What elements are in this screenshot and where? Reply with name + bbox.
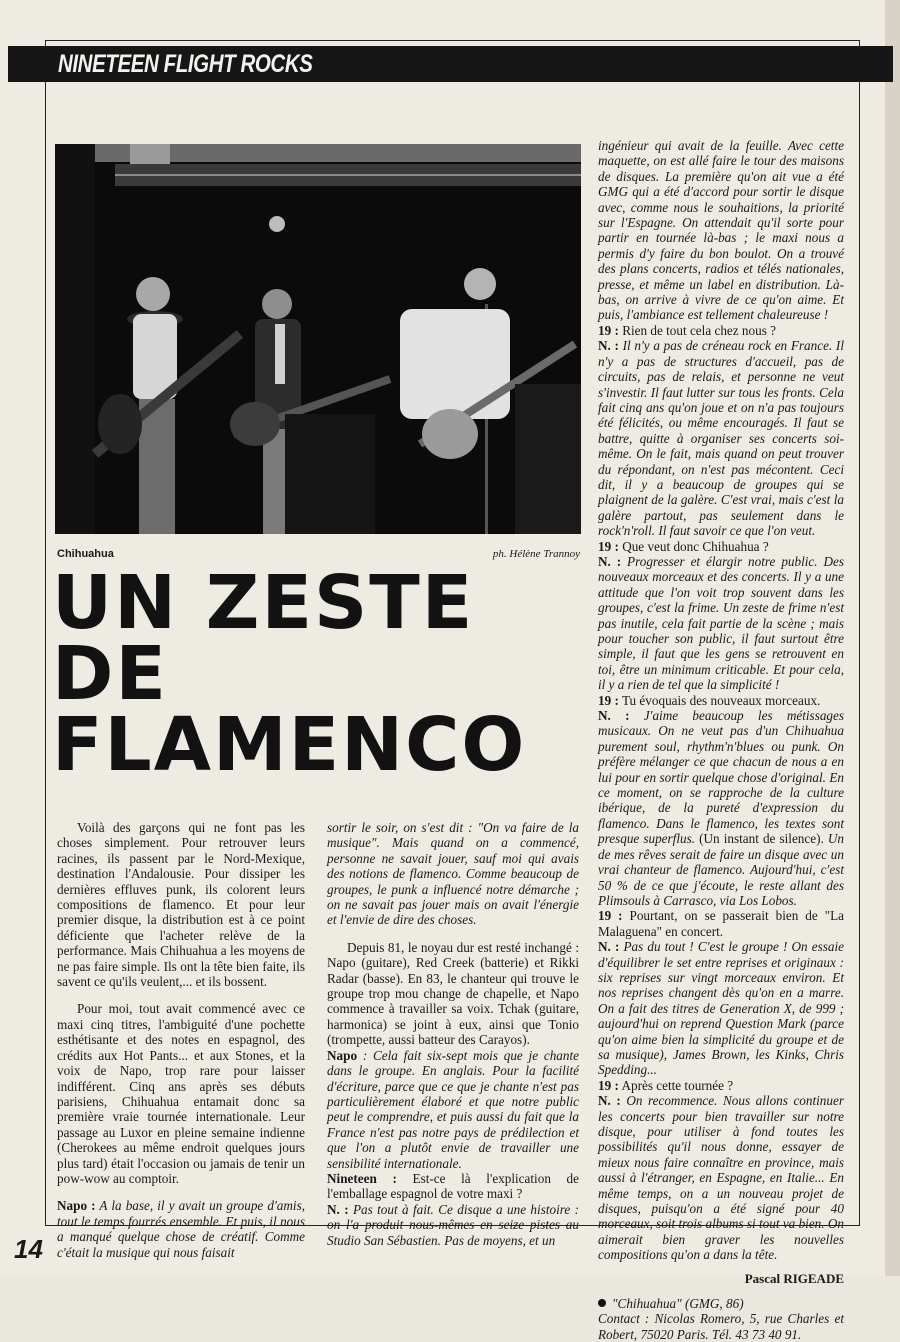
interview-answer: Il n'y a pas de créneau rock en France. Il n'y a pas de structures d'accueil, pas de circuits, pas de relais, et personne ne veut s'investir. Il faut lutter sur tous les fronts. Cela fait cinq ans qu'on joue et on n'a pas toujours été félicités, ou même encouragés. Il faut se battre, quitte à organiser ses concerts soi-même. On le fait, mais quand on peut trouver du répondant, on n'est pas mécontent. Ceci dit, il y a beaucoup de groupes qui se plaignent de la galère. C'est vrai, mais c'est la galère partout, pas seulement dans le rock'n'roll. Il faut savoir ce que l'on veut. [598,338,844,539]
interview-answer: Un de mes rêves serait de faire un disque avec un vrai chanteur de flamenco. Aujourd'hui, c'est 50 % de ce que j'écoute, le reste allant des Plimsouls à Carrasco, via Los Lobos. [598,831,845,908]
interview-answer: Pas tout à fait. Ce disque a une histoire : on l'a produit nous-mêmes en seize pistes au Studio San Sébastien. Pas de moyens, et un [327,1201,580,1248]
interview-question [598,693,844,708]
speaker-label: N. : [598,1093,621,1109]
speaker-label: 19 : [598,692,619,708]
body-paragraph: Pour moi, tout avait commencé avec ce maxi cinq titres, l'ambiguité d'une pochette esthétisante et des notes en espagnol, des crédits aux Hot Pants... et aux Stones, et la voix de Napo, trop rare pour laisser indifférent. Cinq ans après ses débuts parisiens, Chihuahua entamait donc sa première vraie tournée internationale. Leur passage au Luxor en pleine semaine indienne (Cherokees au même endroit quelques jours plus tard) était l'occasion ou jamais de tenir un pow-wow au comptoir. [57,1001,305,1186]
question-text: Tu évoquais des nouveaux morceaux. [618,692,821,708]
interview-paragraph [598,939,844,1078]
speaker-label: 19 : [598,322,619,338]
speaker-label: Nineteen : [327,1170,397,1186]
headline-line-3: FLAMENCO [52,702,527,788]
text-column-1 [57,820,305,1260]
interview-paragraph [327,1202,579,1248]
author-signature: Pascal RIGEADE [744,1270,844,1286]
page-number: 14 [14,1234,43,1264]
speaker-label: 19 : [598,908,623,924]
intro-paragraph: Voilà des garçons qui ne font pas les choses simplement. Pour retrouver leurs racines, ils passent par le Nord-Mexique, destination l'Andalousie. Pour dissiper les dernières effluves punk, ils colorent leurs compositions de flamenco. Et pour leur premier disque, la distribution est à ce point déficiente que l'acheter relève de la performance. Mais Chihuahua a les moyens de ne pas faire simple. Ils ont la tête bien faite, ils savent ce qu'ils veulent,... et ils bossent. [57,820,305,990]
speaker-label: Napo : [57,1198,96,1214]
photo-credit: ph. Hélène Trannoy [492,548,580,560]
question-text: Que veut donc Chihuahua ? [618,538,769,554]
band-photo-illustration [55,144,581,534]
photo-caption: Chihuahua [57,548,114,560]
text-column-3 [598,138,844,1342]
interview-answer: ingénieur qui avait de la feuille. Avec cette maquette, on est allé faire le tour des maisons de disques. La première qu'on ait vue a été GMG qui a été d'accord pour sortir le disque avec, comme nous le souhaitions, la priorité sur l'Espagne. On attendait qu'il sorte pour partir en tournée là-bas ; le maxi nous a permis d'y faire du bon boulot. On a trouvé des plans concerts, radios et télés nationales, presse, et même un label en distribution. Là-bas, on arrive à vivre de ce qu'on aime. Et puis, l'ambiance est tellement chaleureuse ! [598,138,844,323]
stage-note: (Un instant de silence). [695,831,824,847]
speaker-label: N. : [598,708,630,724]
headline-line-1: UN ZESTE [52,560,475,646]
interview-answer: Pas du tout ! C'est le groupe ! On essaie d'équilibrer le set entre reprises et originaux : six reprises sur vingt morceaux environ. Et nos reprises changent dès qu'on en a marre. On a fait des titres de Generation X, de 999 ; aujourd'hui on reprend Question Mark (parce qu'on aime bien la simplicité du groupe et de sa musique), James Brown, les Kinks, Chris Spedding... [598,939,844,1078]
interview-answer: A la base, il y avait un groupe d'amis, tout le temps fourrés ensemble. Et puis, il nous a manqué quelque chose de créatif. Comme c'était la musique qui nous faisait [57,1198,305,1260]
question-text: Pourtant, on se passerait bien de "La Malaguena" en concert. [598,908,844,939]
question-text: Rien de tout cela chez nous ? [618,322,776,338]
discography-contact: Contact : Nicolas Romero, 5, rue Charles et Robert, 75020 Paris. Tél. 43 73 40 91. [598,1311,844,1342]
interview-paragraph [598,708,844,908]
article-headline [52,560,527,788]
interview-answer: sortir le soir, on s'est dit : "On va faire de la musique". Mais quand on a commencé, personne ne savait jouer, sauf moi qui avais des notions de flamenco. Comme beaucoup de groupes, le punk a influencé notre démarche ; on ne savait pas jouer mais on avait l'énergie et l'envie de dire des choses. [327,820,579,928]
text-column-2 [327,820,579,1248]
interview-answer: J'aime beaucoup les métissages musicaux. On ne veut pas d'un Chihuahua purement soul, rhythm'n'blues ou punk. On préfère mélanger ce que chacun de nous a en lui pour en sortir quelque chose d'original. En ce moment, on se rapproche de la culture ibérique, de la pureté d'expression du flamenco. Dans le flamenco, les textes sont presque superflus. [598,708,844,847]
bullet-icon [598,1299,606,1307]
interview-answer: : Cela fait six-sept mois que je chante dans le groupe. En anglais. Pour la facilité d'écriture, parce que ce que je chante n'est pas particulièrement élaboré et que notre public peut le comprendre, et puis aussi du fait que la France n'est pas notre pays de prédilection et que l'on a plutôt envie de travailler une sensibilité internationale. [327,1047,579,1171]
interview-question [598,908,844,939]
speaker-label: N. : [598,553,622,569]
speaker-label: N. : [327,1201,349,1217]
headline-line-2: DE [52,631,168,717]
interview-paragraph [598,554,844,693]
speaker-label: N. : [598,939,620,955]
interview-paragraph [57,1198,305,1260]
discography-title: "Chihuahua" (GMG, 86) [612,1296,744,1312]
interview-question [327,1171,579,1202]
question-text: Après cette tournée ? [618,1077,734,1093]
body-paragraph: Depuis 81, le noyau dur est resté inchangé : Napo (guitare), Red Creek (batterie) et Rikki Radar (basse). En 83, le chanteur qui trouve le groupe trop mou change de chapelle, et Napo commence à travailler sa voix. Tchak (guitare, harmonica) se joint à eux, ainsi que Tonio (trompette, aussi batteur des Carayos). [327,939,579,1048]
section-title: NINETEEN FLIGHT ROCKS [58,50,313,78]
page-edge [885,0,900,1276]
interview-paragraph [327,1048,579,1171]
interview-question [598,323,844,338]
speaker-label: Napo [327,1047,358,1063]
speaker-label: 19 : [598,538,619,554]
interview-question [598,1078,844,1093]
interview-paragraph [598,338,844,538]
discography-entry [598,1296,844,1342]
interview-question [598,539,844,554]
interview-answer: Progresser et élargir notre public. Des nouveaux morceaux et des concerts. Il y a une attitude que l'on voit trop souvent dans les groupes, c'est la frime. Un zeste de frime n'est pas inutile, cela fait partie de la scène ; mais pour toucher son public, il faut surtout être simple, il faut que les gens se retrouvent en toi, être un minimum criticable. Et pour cela, il y a rien de tel que la simplicité ! [598,553,844,693]
speaker-label: N. : [598,338,619,354]
interview-answer: On recommence. Nous allons continuer les concerts pour bien travailler sur notre disque, pour utiliser à fond toutes les possibilités qu'il nous donne, essayer de mieux nous faire connaître en province, mais aussi à l'étranger, en Espagne, en Italie... En même temps, on a un nouveau projet de disques, puisqu'on a été signé pour 40 morceaux, soit trois albums si tout va bien. On aimerait bien graver les nouvelles compositions qu'on a dans la tête. [598,1093,844,1263]
speaker-label: 19 : [598,1077,619,1093]
interview-paragraph [598,1093,844,1262]
band-photo [55,144,581,534]
question-text: Est-ce là l'explication de l'emballage espagnol de votre maxi ? [327,1170,580,1202]
